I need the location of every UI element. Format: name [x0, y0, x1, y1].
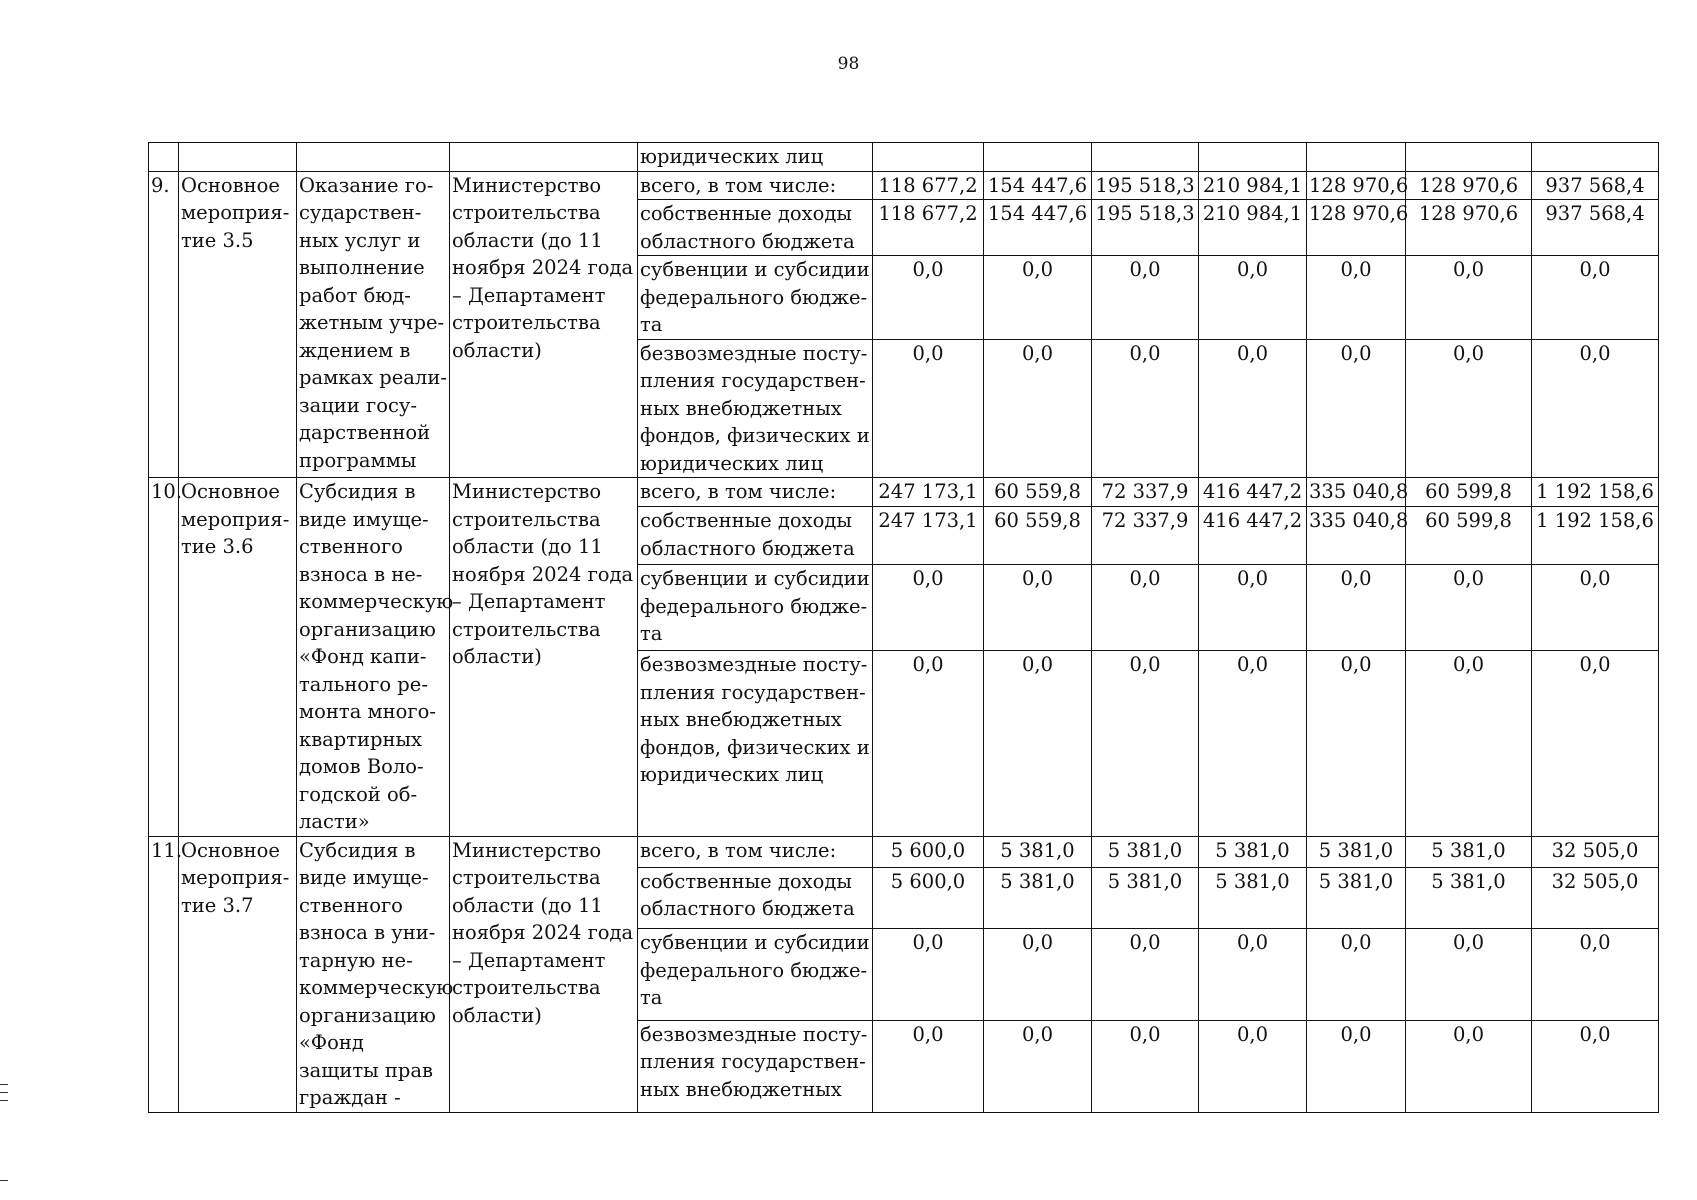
- amount-cell: 5 600,0: [873, 867, 984, 928]
- amount-cell: 128 970,6: [1406, 200, 1532, 256]
- amount-cell: 0,0: [1092, 565, 1199, 651]
- amount-cell: 0,0: [1406, 929, 1532, 1021]
- amount-cell: 0,0: [873, 651, 984, 836]
- event-description: Субсидия в виде имуще-ственного взноса в не-коммерческую организацию «Фонд капи-тального ре-монта много-квартирных домов Воло-годской об-ласти»: [297, 478, 450, 837]
- empty-cell: [984, 143, 1092, 172]
- amount-cell: 195 518,3: [1092, 171, 1199, 200]
- responsible-executor: Министерство строительства области (до 11 ноября 2024 года – Департамент строительства области): [450, 478, 638, 837]
- amount-cell: 5 381,0: [1092, 867, 1199, 928]
- amount-cell: 0,0: [984, 651, 1092, 836]
- amount-cell: 0,0: [1199, 339, 1307, 478]
- amount-cell: 0,0: [1092, 929, 1199, 1021]
- funding-source: всего, в том числе:: [638, 171, 873, 200]
- amount-cell: 0,0: [873, 1020, 984, 1112]
- amount-cell: 60 559,8: [984, 478, 1092, 507]
- funding-source: субвенции и субсидии федерального бюдже-та: [638, 929, 873, 1021]
- amount-cell: 5 381,0: [1406, 836, 1532, 867]
- amount-cell: 128 970,6: [1307, 200, 1406, 256]
- funding-source: собственные доходы областного бюджета: [638, 507, 873, 565]
- amount-cell: 1 192 158,6: [1532, 507, 1659, 565]
- amount-cell: 0,0: [1532, 256, 1659, 340]
- responsible-executor: Министерство строительства области (до 11 ноября 2024 года – Департамент строительства области): [450, 836, 638, 1112]
- amount-cell: 0,0: [1307, 565, 1406, 651]
- amount-cell: 247 173,1: [873, 507, 984, 565]
- row-index: 11.: [149, 836, 179, 1112]
- amount-cell: 1 192 158,6: [1532, 478, 1659, 507]
- funding-source: всего, в том числе:: [638, 836, 873, 867]
- amount-cell: 0,0: [1307, 651, 1406, 836]
- amount-cell: 5 600,0: [873, 836, 984, 867]
- amount-cell: 0,0: [1307, 339, 1406, 478]
- carry-over-source-cell: юридических лиц: [638, 143, 873, 172]
- amount-cell: 0,0: [1406, 339, 1532, 478]
- empty-cell: [1307, 143, 1406, 172]
- table-row: [149, 478, 1659, 507]
- empty-cell: [1199, 143, 1307, 172]
- amount-cell: 0,0: [1406, 1020, 1532, 1112]
- amount-cell: 0,0: [984, 256, 1092, 340]
- funding-source: собственные доходы областного бюджета: [638, 200, 873, 256]
- amount-cell: 5 381,0: [1199, 836, 1307, 867]
- amount-cell: 128 970,6: [1406, 171, 1532, 200]
- amount-cell: 60 599,8: [1406, 507, 1532, 565]
- margin-mark: [0, 1092, 8, 1093]
- funding-source: безвозмездные посту-пления государствен-ных внебюджетных фондов, физических и юридических лиц: [638, 339, 873, 478]
- amount-cell: 0,0: [1199, 929, 1307, 1021]
- amount-cell: 72 337,9: [1092, 478, 1199, 507]
- amount-cell: 0,0: [1092, 339, 1199, 478]
- empty-cell: [179, 143, 297, 172]
- amount-cell: 937 568,4: [1532, 171, 1659, 200]
- amount-cell: 0,0: [1406, 565, 1532, 651]
- event-description: Субсидия в виде имуще-ственного взноса в уни-тарную не-коммерческую организацию «Фонд защиты прав граждан -: [297, 836, 450, 1112]
- funding-source: безвозмездные посту-пления государствен-ных внебюджетных фондов, физических и юридических лиц: [638, 651, 873, 836]
- empty-cell: [297, 143, 450, 172]
- amount-cell: 5 381,0: [1199, 867, 1307, 928]
- responsible-executor: Министерство строительства области (до 11 ноября 2024 года – Департамент строительства области): [450, 171, 638, 478]
- event-description: Оказание го-сударствен-ных услуг и выполнение работ бюд-жетным учре-ждением в рамках реали-зации госу-дарственной программы: [297, 171, 450, 478]
- amount-cell: 0,0: [984, 339, 1092, 478]
- row-index: 9.: [149, 171, 179, 478]
- amount-cell: 0,0: [1532, 1020, 1659, 1112]
- amount-cell: 0,0: [1406, 256, 1532, 340]
- amount-cell: 195 518,3: [1092, 200, 1199, 256]
- amount-cell: 210 984,1: [1199, 200, 1307, 256]
- amount-cell: 0,0: [1092, 651, 1199, 836]
- funding-source: собственные доходы областного бюджета: [638, 867, 873, 928]
- amount-cell: 0,0: [873, 256, 984, 340]
- amount-cell: 0,0: [1199, 565, 1307, 651]
- table-row: [149, 836, 1659, 867]
- amount-cell: 0,0: [873, 565, 984, 651]
- amount-cell: 5 381,0: [984, 867, 1092, 928]
- amount-cell: 0,0: [1406, 651, 1532, 836]
- amount-cell: 5 381,0: [1092, 836, 1199, 867]
- amount-cell: 0,0: [1307, 929, 1406, 1021]
- amount-cell: 0,0: [984, 929, 1092, 1021]
- amount-cell: 5 381,0: [1406, 867, 1532, 928]
- amount-cell: 0,0: [1199, 1020, 1307, 1112]
- amount-cell: 5 381,0: [1307, 867, 1406, 928]
- amount-cell: 937 568,4: [1532, 200, 1659, 256]
- empty-cell: [1532, 143, 1659, 172]
- amount-cell: 60 559,8: [984, 507, 1092, 565]
- amount-cell: 210 984,1: [1199, 171, 1307, 200]
- empty-cell: [450, 143, 638, 172]
- amount-cell: 154 447,6: [984, 171, 1092, 200]
- amount-cell: 0,0: [1199, 651, 1307, 836]
- amount-cell: 335 040,8: [1307, 478, 1406, 507]
- amount-cell: 416 447,2: [1199, 507, 1307, 565]
- table-row: [149, 171, 1659, 200]
- amount-cell: 335 040,8: [1307, 507, 1406, 565]
- empty-cell: [149, 143, 179, 172]
- amount-cell: 0,0: [1532, 929, 1659, 1021]
- empty-cell: [873, 143, 984, 172]
- margin-mark: [0, 1180, 8, 1181]
- funding-source: всего, в том числе:: [638, 478, 873, 507]
- amount-cell: 118 677,2: [873, 200, 984, 256]
- amount-cell: 5 381,0: [984, 836, 1092, 867]
- event-name: Основное мероприя-тие 3.7: [179, 836, 297, 1112]
- funding-source: субвенции и субсидии федерального бюдже-та: [638, 565, 873, 651]
- amount-cell: 118 677,2: [873, 171, 984, 200]
- carry-over-row: [149, 143, 1659, 172]
- event-name: Основное мероприя-тие 3.5: [179, 171, 297, 478]
- amount-cell: 0,0: [1092, 1020, 1199, 1112]
- funding-table: [148, 142, 1659, 1113]
- amount-cell: 32 505,0: [1532, 867, 1659, 928]
- amount-cell: 0,0: [873, 339, 984, 478]
- amount-cell: 0,0: [1199, 256, 1307, 340]
- empty-cell: [1092, 143, 1199, 172]
- margin-mark: [0, 1084, 8, 1085]
- amount-cell: 154 447,6: [984, 200, 1092, 256]
- event-name: Основное мероприя-тие 3.6: [179, 478, 297, 837]
- amount-cell: 5 381,0: [1307, 836, 1406, 867]
- amount-cell: 0,0: [1532, 565, 1659, 651]
- amount-cell: 0,0: [1532, 339, 1659, 478]
- amount-cell: 0,0: [1092, 256, 1199, 340]
- funding-source: субвенции и субсидии федерального бюдже-та: [638, 256, 873, 340]
- amount-cell: 128 970,6: [1307, 171, 1406, 200]
- funding-source: безвозмездные посту-пления государствен-ных внебюджетных: [638, 1020, 873, 1112]
- amount-cell: 32 505,0: [1532, 836, 1659, 867]
- margin-mark: [0, 1100, 8, 1101]
- page-number: 98: [837, 54, 860, 74]
- amount-cell: 416 447,2: [1199, 478, 1307, 507]
- amount-cell: 72 337,9: [1092, 507, 1199, 565]
- row-index: 10.: [149, 478, 179, 837]
- amount-cell: 0,0: [1532, 651, 1659, 836]
- amount-cell: 0,0: [1307, 1020, 1406, 1112]
- empty-cell: [1406, 143, 1532, 172]
- amount-cell: 0,0: [1307, 256, 1406, 340]
- amount-cell: 60 599,8: [1406, 478, 1532, 507]
- amount-cell: 0,0: [873, 929, 984, 1021]
- amount-cell: 247 173,1: [873, 478, 984, 507]
- amount-cell: 0,0: [984, 565, 1092, 651]
- amount-cell: 0,0: [984, 1020, 1092, 1112]
